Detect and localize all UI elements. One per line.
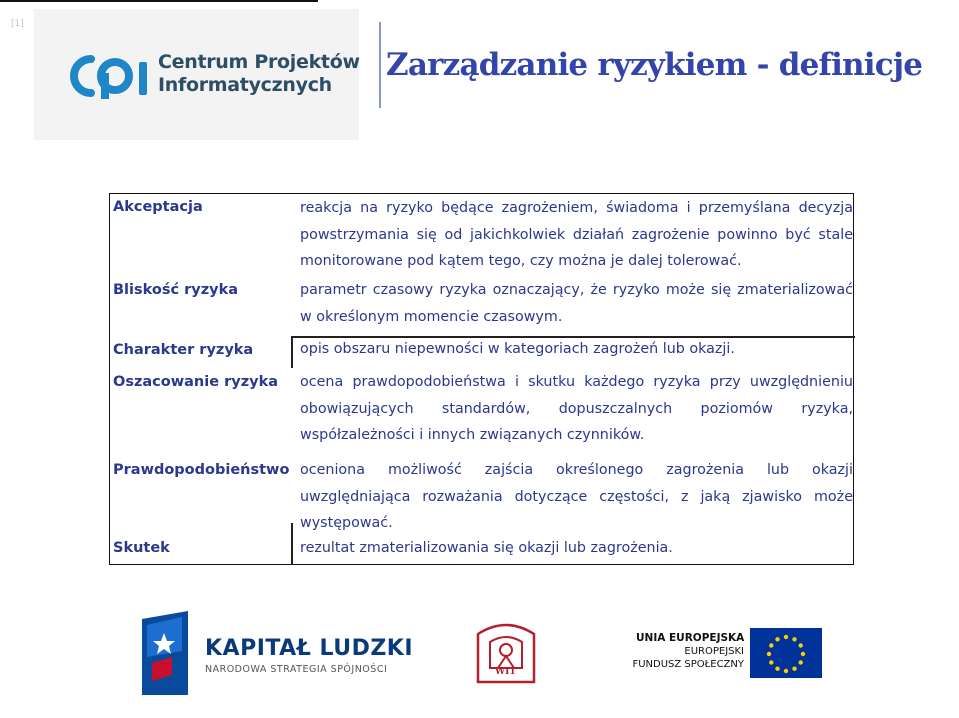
logo-name-line1: Centrum Projektów xyxy=(158,51,360,73)
term-akceptacja: Akceptacja xyxy=(113,199,203,215)
cpi-logo-icon xyxy=(65,53,153,99)
definition-akceptacja: reakcja na ryzyko będące zagrożeniem, świadoma i przemyślana decyzja powstrzymania się od jakichkolwiek działań zagrożenie powinno być stale monitorowane pod kątem tego, czy można je dalej tolerować. xyxy=(300,200,853,269)
logo-name-line2: Informatycznych xyxy=(158,74,332,96)
definition-bliskosc-ryzyka: parametr czasowy ryzyka oznaczający, że ryzyko może się zmaterializować w określonym momencie czasowym. xyxy=(300,282,853,325)
cell-line xyxy=(291,523,293,565)
wit-emblem xyxy=(470,620,542,690)
term-charakter-ryzyka: Charakter ryzyka xyxy=(113,342,254,358)
definition-oszacowanie-ryzyka: ocena prawdopodobieństwa i skutku każdego ryzyka przy uwzględnieniu obowiązujących standardów, dopuszczalnych poziomów ryzyka, współzależności i innych związanych czynników. xyxy=(300,374,853,443)
top-rule xyxy=(0,0,318,2)
eu-flag-icon xyxy=(750,628,822,678)
eu-line3: FUNDUSZ SPOŁECZNY xyxy=(632,659,744,670)
kl-subtitle: NARODOWA STRATEGIA SPÓJNOŚCI xyxy=(205,664,388,675)
definition-skutek: rezultat zmaterializowania się okazji lub zagrożenia. xyxy=(300,540,673,556)
slide-number: [1] xyxy=(11,19,24,29)
title-separator xyxy=(379,22,381,108)
eu-line2: EUROPEJSKI xyxy=(684,646,744,657)
term-skutek: Skutek xyxy=(113,540,170,556)
term-oszacowanie-ryzyka: Oszacowanie ryzyka xyxy=(113,374,279,390)
term-bliskosc-ryzyka: Bliskość ryzyka xyxy=(113,282,239,298)
kl-title: KAPITAŁ LUDZKI xyxy=(205,636,414,661)
cell-line xyxy=(291,336,293,368)
definition-prawdopodobienstwo: oceniona możliwość zajścia określonego zagrożenia lub okazji uwzględniająca rozważania dotyczące częstości, z jaką zjawisko może występować. xyxy=(300,462,853,531)
eu-line1: UNIA EUROPEJSKA xyxy=(636,632,745,644)
page-title: Zarządzanie ryzykiem - definicje xyxy=(386,47,923,83)
wit-label: WIT xyxy=(495,667,517,677)
kapital-ludzki-emblem xyxy=(142,611,190,695)
definition-charakter-ryzyka: opis obszaru niepewności w kategoriach zagrożeń lub okazji. xyxy=(300,341,735,357)
term-prawdopodobienstwo: Prawdopodobieństwo xyxy=(113,462,290,478)
